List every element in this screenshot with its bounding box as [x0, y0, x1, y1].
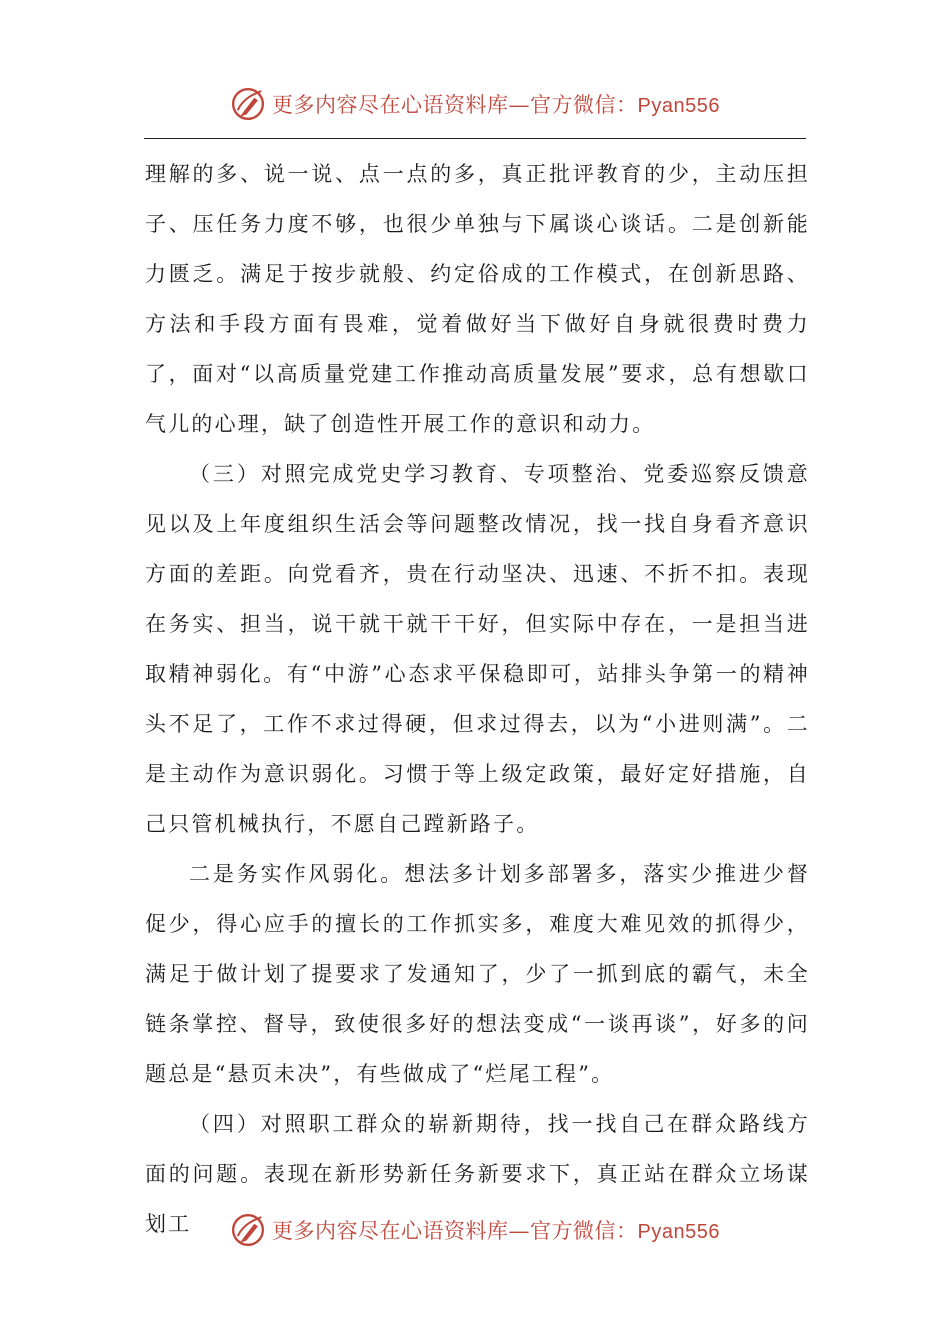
- banner-text: [272, 89, 720, 119]
- banner-slogan: 更多内容尽在心语资料库—官方微信：: [272, 1219, 638, 1243]
- banner-text: [272, 1215, 720, 1245]
- header-banner: [0, 82, 950, 126]
- wechat-id: Pyan556: [637, 1221, 720, 1243]
- pen-logo-icon: [230, 86, 266, 122]
- header-divider: [144, 138, 806, 139]
- paragraph: （四）对照职工群众的崭新期待，找一找自己在群众路线方面的问题。表现在新形势新任务新要求下，真正站在群众立场谋划工: [145, 1112, 810, 1236]
- wechat-id: Pyan556: [637, 95, 720, 117]
- footer-banner: [0, 1208, 950, 1252]
- pen-logo-icon: [230, 1212, 266, 1248]
- banner-slogan: 更多内容尽在心语资料库—官方微信：: [272, 93, 638, 117]
- paragraph: （三）对照完成党史学习教育、专项整治、党委巡察反馈意见以及上年度组织生活会等问题整改情况，找一找自身看齐意识方面的差距。向党看齐，贵在行动坚决、迅速、不折不扣。表现在务实、担当，说干就干就干干好，但实际中存在，一是担当进取精神弱化。有“中游”心态求平保稳即可，站排头争第一的精神头不足了，工作不求过得硬，但求过得去，以为“小进则满”。二是主动作为意识弱化。习惯于等上级定政策，最好定好措施，自己只管机械执行，不愿自己蹚新路子。: [145, 462, 810, 836]
- paragraph: 理解的多、说一说、点一点的多，真正批评教育的少，主动压担子、压任务力度不够，也很少单独与下属谈心谈话。二是创新能力匮乏。满足于按步就般、约定俗成的工作模式，在创新思路、方法和手段方面有畏难，觉着做好当下做好自身就很费时费力了，面对“以高质量党建工作推动高质量发展”要求，总有想歇口气儿的心理，缺了创造性开展工作的意识和动力。: [145, 162, 810, 436]
- paragraph: 二是务实作风弱化。想法多计划多部署多，落实少推进少督促少，得心应手的擅长的工作抓实多，难度大难见效的抓得少，满足于做计划了提要求了发通知了，少了一抓到底的霸气，未全链条掌控、督导，致使很多好的想法变成“一谈再谈”，好多的问题总是“悬页未决”，有些做成了“烂尾工程”。: [145, 862, 810, 1086]
- document-body: [145, 149, 810, 1249]
